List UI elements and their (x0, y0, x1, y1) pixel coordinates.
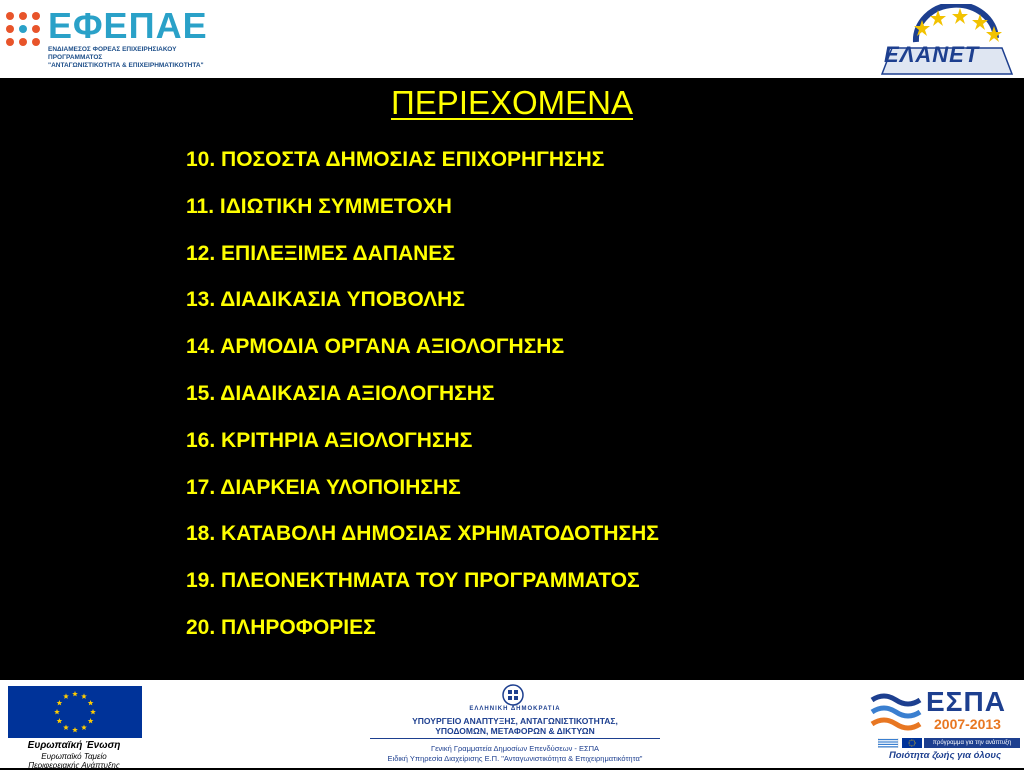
efepae-subtitle (48, 46, 228, 70)
list-item: 10. ΠΟΣΟΣΤΑ ΔΗΜΟΣΙΑΣ ΕΠΙΧΟΡΗΓΗΣΗΣ (186, 148, 605, 171)
eu-star-icon (72, 691, 78, 696)
ministry-divider (370, 738, 660, 739)
efepae-subtitle-line1: ΕΝΔΙΑΜΕΣΟΣ ΦΟΡΕΑΣ ΕΠΙΧΕΙΡΗΣΙΑΚΟΥ ΠΡΟΓΡΑΜΜΑΤΟΣ (48, 46, 177, 61)
ministry-line2: ΥΠΟΔΟΜΩΝ, ΜΕΤΑΦΟΡΩΝ & ΔΙΚΤΥΩΝ (435, 726, 595, 736)
elanet-logo (876, 4, 1018, 76)
espa-slogan: Ποιότητα ζωής για όλους (888, 750, 1002, 761)
list-item: 18. ΚΑΤΑΒΟΛΗ ΔΗΜΟΣΙΑΣ ΧΡΗΜΑΤΟΔΟΤΗΣΗΣ (186, 522, 659, 546)
eu-star-icon (57, 700, 63, 705)
contents-list (186, 145, 659, 660)
eu-star-icon (72, 727, 78, 732)
list-item: 20. ΠΛΗΡΟΦΟΡΙΕΣ (186, 615, 376, 639)
eu-star-icon (81, 693, 87, 698)
eu-star-icon (54, 709, 60, 714)
efepae-wordmark: ΕΦΕΠΑΕ (48, 5, 208, 46)
list-item: 12. ΕΠΙΛΕΞΙΜΕΣ ΔΑΠΑΝΕΣ (186, 241, 455, 265)
list-item: 14. ΑΡΜΟΔΙΑ ΟΡΓΑΝΑ ΑΞΙΟΛΟΓΗΣΗΣ (186, 335, 565, 359)
espa-years: 2007-2013 (934, 716, 1001, 732)
header-band (0, 0, 1024, 78)
eu-star-icon (90, 709, 96, 714)
list-item: 13. ΔΙΑΔΙΚΑΣΙΑ ΥΠΟΒΟΛΗΣ (186, 288, 465, 312)
elanet-wordmark: ΕΛΑΝΕΤ (884, 42, 980, 67)
eu-star-icon (88, 718, 94, 723)
eu-logo (4, 686, 140, 770)
efepae-logo (4, 5, 224, 69)
efepae-mark-icon (4, 10, 42, 48)
slide-title (0, 84, 1024, 122)
list-item: 17. ΔΙΑΡΚΕΙΑ ΥΛΟΠΟΙΗΣΗΣ (186, 475, 461, 499)
espa-logo (870, 686, 1020, 766)
ministry-line1: ΥΠΟΥΡΓΕΙΟ ΑΝΑΠΤΥΞΗΣ, ΑΝΤΑΓΩΝΙΣΤΙΚΟΤΗΤΑΣ, (412, 716, 618, 726)
eu-star-icon (63, 693, 69, 698)
eu-fund-line1: Ευρωπαϊκό Ταμείο (41, 752, 107, 761)
list-item: 11. ΙΔΙΩΤΙΚΗ ΣΥΜΜΕΤΟΧΗ (186, 194, 452, 218)
ministry-logo (330, 682, 700, 766)
list-item: 16. ΚΡΙΤΗΡΙΑ ΑΞΙΟΛΟΓΗΣΗΣ (186, 428, 473, 452)
eu-flag-icon (8, 686, 142, 738)
slide-title-text: ΠΕΡΙΕΧΟΜΕΝΑ (390, 84, 634, 121)
efepae-subtitle-line2: "ΑΝΤΑΓΩΝΙΣΤΙΚΟΤΗΤΑ & ΕΠΙΧΕΙΡΗΜΑΤΙΚΟΤΗΤΑ" (48, 62, 204, 69)
eu-star-icon (88, 700, 94, 705)
eu-name: Ευρωπαϊκή Ένωση (27, 740, 121, 751)
list-item: 19. ΠΛΕΟΝΕΚΤΗΜΑΤΑ ΤΟΥ ΠΡΟΓΡΑΜΜΑΤΟΣ (186, 569, 640, 593)
eu-star-icon (63, 725, 69, 730)
eu-star-icon (81, 725, 87, 730)
eu-star-icon (57, 718, 63, 723)
espa-tagline: πρόγραμμα για την ανάπτυξη (924, 738, 1020, 748)
republic-label: ΕΛΛΗΝΙΚΗ ΔΗΜΟΚΡΑΤΙΑ (469, 706, 561, 712)
managing-authority-label: Ειδική Υπηρεσία Διαχείρισης Ε.Π. "Ανταγωνιστικότητα & Επιχειρηματικότητα" (387, 754, 643, 763)
greek-emblem-icon (502, 684, 524, 706)
eu-fund-line2: Περιφερειακής Ανάπτυξης (28, 761, 120, 770)
espa-wordmark: ΕΣΠΑ (926, 686, 1006, 717)
espa-waves-icon (870, 690, 924, 736)
eu-fund (4, 752, 144, 770)
secretariat-label: Γενική Γραμματεία Δημοσίων Επενδύσεων - ΕΣΠΑ (430, 744, 600, 753)
list-item: 15. ΔΙΑΔΙΚΑΣΙΑ ΑΞΙΟΛΟΓΗΣΗΣ (186, 381, 495, 405)
flags-icon (878, 738, 922, 748)
